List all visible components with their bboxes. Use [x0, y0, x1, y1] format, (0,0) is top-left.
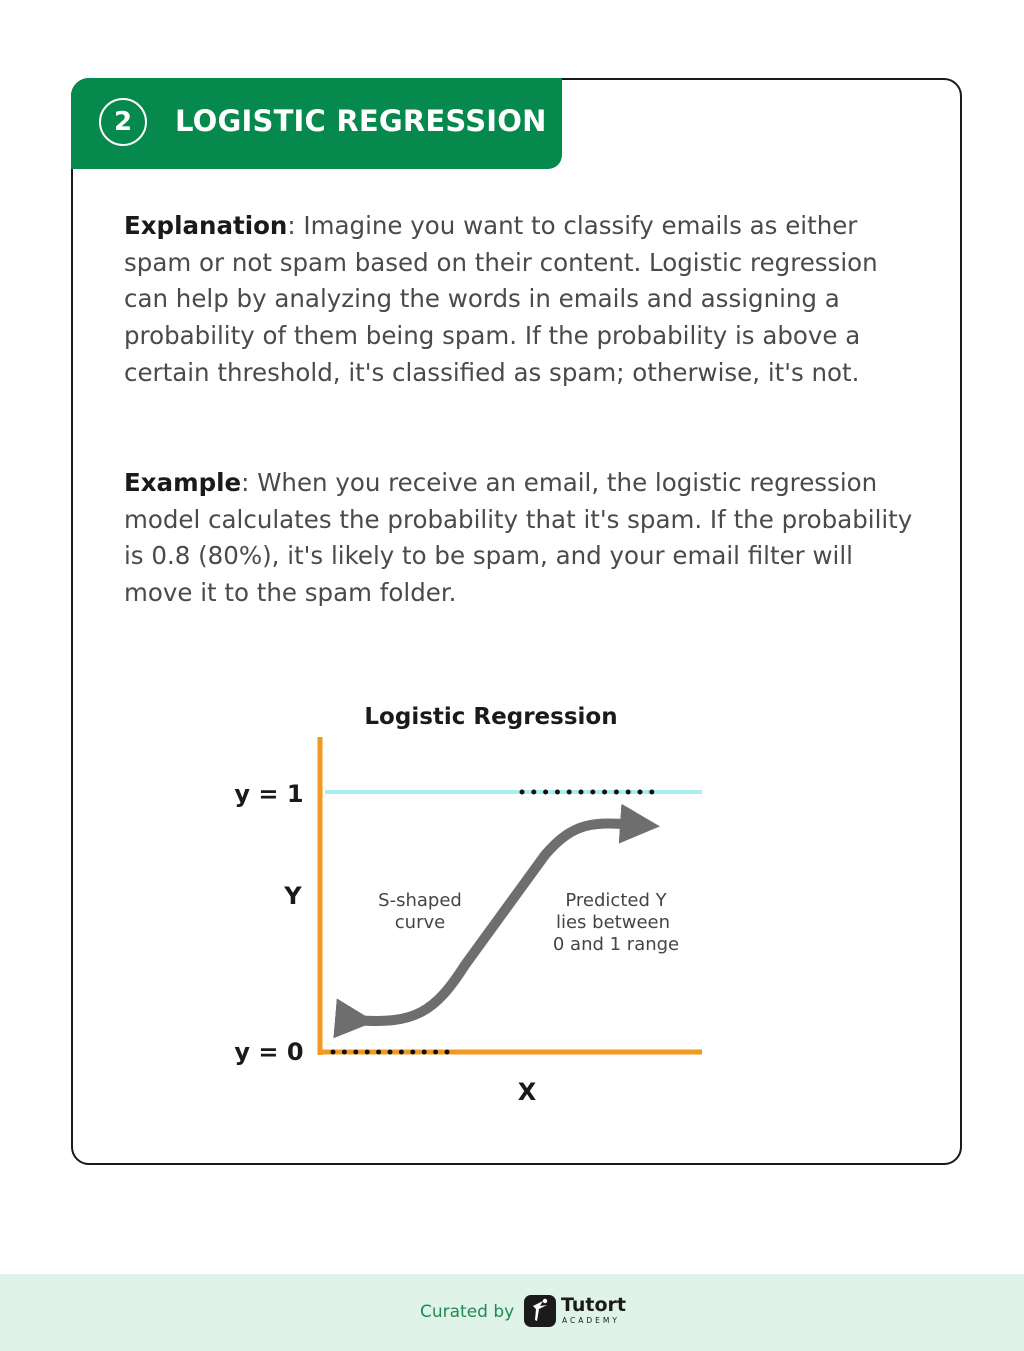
section-number: 2 [99, 98, 147, 146]
example-paragraph [124, 465, 914, 612]
example-label: Example [124, 468, 242, 497]
right-note-line-2: lies between [555, 912, 671, 933]
footer-bar [0, 1274, 1024, 1351]
diagram-title: Logistic Regression [364, 704, 618, 730]
x-axis-label: X [517, 1078, 537, 1106]
explanation-paragraph [124, 208, 914, 392]
section-header [71, 78, 562, 169]
curated-by-text: Curated by [420, 1302, 515, 1322]
y-bottom-label: y = 0 [234, 1038, 304, 1066]
brand-subtitle: ACADEMY [562, 1316, 620, 1325]
brand-name: Tutort [561, 1294, 626, 1316]
right-note-line-3: 0 and 1 range [552, 934, 680, 955]
tutort-logo-icon [524, 1295, 556, 1327]
left-note-line-2: curve [394, 912, 446, 933]
example-text: : When you receive an email, the logistic regression model calculates the probability that it's spam. If the probability is 0.8 (80%), it's likely to be spam, and your email filter will move it to the spam folder. [124, 468, 913, 608]
explanation-text: : Imagine you want to classify emails as either spam or not spam based on their content. Logistic regression can help by analyzing the words in emails and assigning a probability of them being spam. If the probability is above a certain threshold, it's classified as spam; otherwise, it's not. [124, 211, 878, 387]
y-top-label: y = 1 [234, 780, 304, 808]
right-note-line-1: Predicted Y [565, 890, 667, 911]
left-note-line-1: S-shaped [378, 890, 462, 911]
logistic-regression-diagram [200, 690, 760, 1120]
section-title: LOGISTIC REGRESSION [175, 104, 547, 138]
explanation-label: Explanation [124, 211, 288, 240]
y-axis-label: Y [284, 882, 302, 910]
